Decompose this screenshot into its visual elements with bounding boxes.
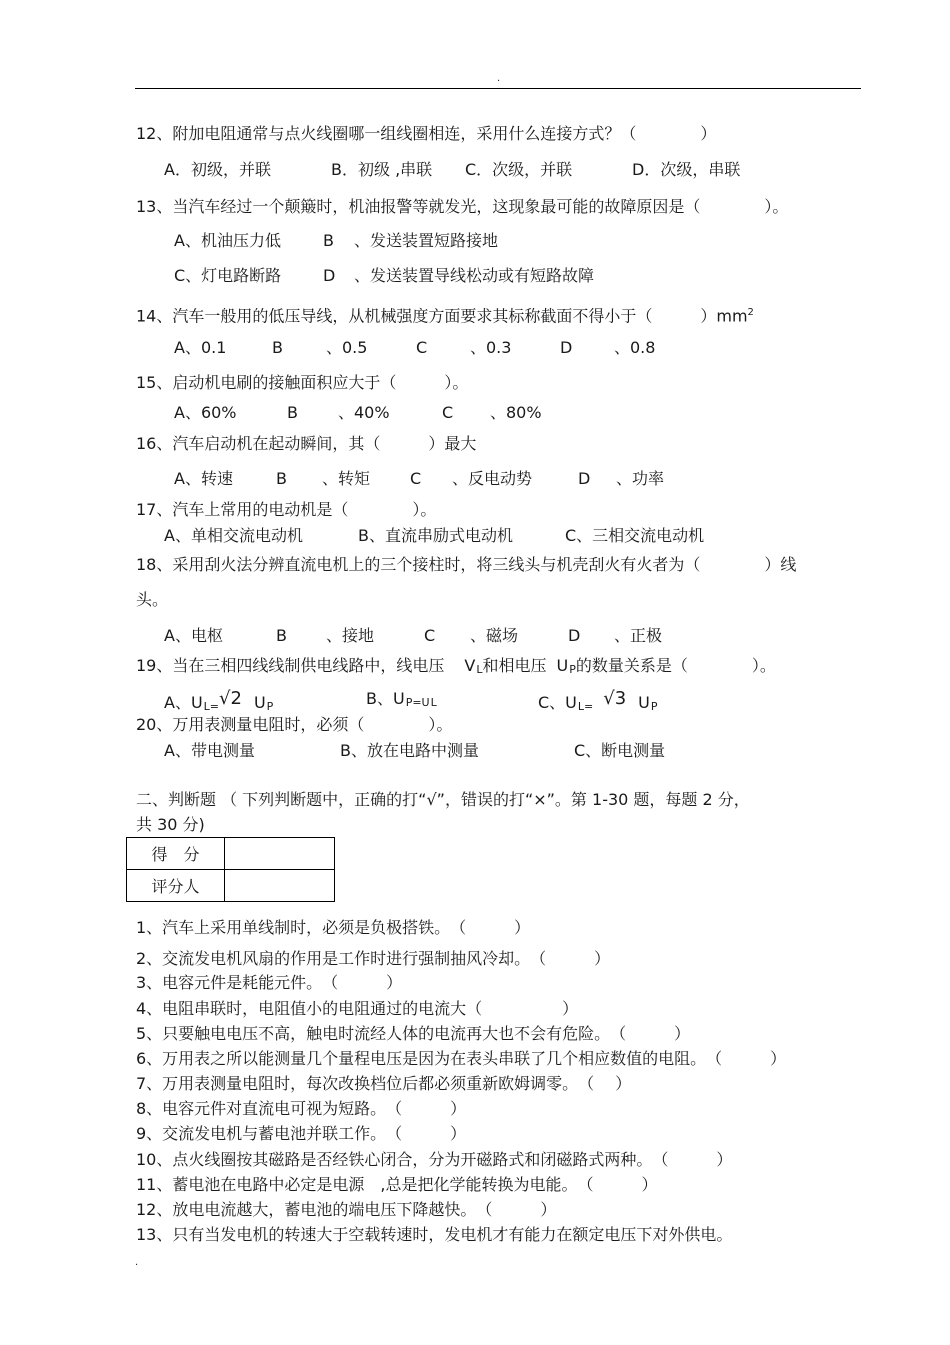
- question-15: 15、启动机电刷的接触面积应大于（ ）。: [136, 373, 469, 392]
- header-rule: [135, 88, 861, 89]
- q16-option-c-text: 、反电动势: [452, 469, 533, 488]
- q13-option-b-text: 、发送装置短路接地: [354, 231, 499, 250]
- q12-option-a: A．初级，并联: [164, 160, 271, 179]
- q13-option-d-text: 、发送装置导线松动或有短路故障: [354, 266, 595, 285]
- tf-question-10: 10、点火线圈按其磁路是否经铁心闭合，分为开磁路式和闭磁路式两种。 （ ）: [136, 1150, 733, 1169]
- q14-option-b-text: 、0.5: [326, 338, 368, 357]
- q16-option-d-text: 、功率: [616, 469, 665, 488]
- q14-option-c-letter: C: [416, 338, 428, 357]
- tf-question-1: 1、汽车上采用单线制时，必须是负极搭铁。 （ ）: [136, 918, 531, 937]
- header-dot: .: [497, 73, 501, 84]
- q14-option-d-letter: D: [560, 338, 573, 357]
- question-14: 14、汽车一般用的低压导线，从机械强度方面要求其标称截面不得小于（ ）$mm^2$: [136, 306, 754, 326]
- q20-option-c: C、断电测量: [574, 741, 666, 760]
- tf-question-2: 2、交流发电机风扇的作用是工作时进行强制抽风冷却。 （ ）: [136, 949, 611, 968]
- tf-question-6: 6、万用表之所以能测量几个量程电压是因为在表头串联了几个相应数值的电阻。 （ ）: [136, 1049, 787, 1068]
- tf-question-13: 13、只有当发电机的转速大于空载转速时，发电机才有能力在额定电压下对外供电。: [136, 1225, 733, 1244]
- q20-option-b: B、放在电路中测量: [340, 741, 479, 760]
- q13-option-b-letter: B: [323, 231, 334, 250]
- q16-option-b-letter: B: [276, 469, 287, 488]
- footer-dot: .: [135, 1257, 139, 1268]
- tf-question-5: 5、只要触电电压不高，触电时流经人体的电流再大也不会有危险。 （ ）: [136, 1024, 691, 1043]
- tf-question-9: 9、交流发电机与蓄电池并联工作。 （ ）: [136, 1124, 467, 1143]
- q15-option-c-letter: C: [442, 403, 454, 422]
- tf-question-3: 3、电容元件是耗能元件。 （ ）: [136, 973, 403, 992]
- tf-question-8: 8、电容元件对直流电可视为短路。 （ ）: [136, 1099, 467, 1118]
- q14-option-b-letter: B: [272, 338, 283, 357]
- q17-option-c: C、三相交流电动机: [565, 526, 705, 545]
- q14-superscript: 2: [747, 307, 754, 318]
- tf-question-7: 7、万用表测量电阻时，每次改换档位后都必须重新欧姆调零。 （ ）: [136, 1074, 632, 1093]
- score-label: 得 分: [127, 838, 225, 870]
- q18-option-d-letter: D: [568, 626, 581, 645]
- q19-option-b: B、UP=UL: [366, 689, 437, 709]
- q16-option-d-letter: D: [578, 469, 591, 488]
- q13-option-d-letter: D: [323, 266, 336, 285]
- q12-option-b: B．初级 ,串联: [331, 160, 433, 179]
- tf-question-4: 4、电阻串联时，电阻值小的电阻通过的电流大（ ）: [136, 999, 579, 1018]
- tf-question-11: 11、蓄电池在电路中必定是电源 ,总是把化学能转换为电能。 （ ）: [136, 1175, 658, 1194]
- section-2-title-cont: 共 30 分): [136, 815, 205, 834]
- q20-option-a: A、带电测量: [164, 741, 255, 760]
- q17-option-a: A、单相交流电动机: [164, 526, 303, 545]
- question-19: 19、当在三相四线线制供电线路中，线电压 VL和相电压 UP的数量关系是（ ）。: [136, 656, 776, 676]
- q18-option-d-text: 、正极: [614, 626, 663, 645]
- q13-option-c: C、灯电路断路: [174, 266, 282, 285]
- grader-label: 评分人: [127, 870, 225, 902]
- q18-option-b-text: 、接地: [326, 626, 375, 645]
- q15-option-b-text: 、40%: [338, 403, 390, 422]
- question-18-cont: 头。: [136, 590, 169, 609]
- sqrt3-symbol: √3: [603, 688, 627, 709]
- q17-option-b: B、直流串励式电动机: [358, 526, 513, 545]
- sqrt2-symbol: √2: [219, 688, 242, 709]
- q16-option-c-letter: C: [410, 469, 422, 488]
- q18-option-c-text: 、磁场: [470, 626, 519, 645]
- question-13: 13、当汽车经过一个颠簸时，机油报警等就发光，这现象最可能的故障原因是（ ）。: [136, 197, 789, 216]
- q18-option-c-letter: C: [424, 626, 436, 645]
- q19-option-c: C、UL= √3 UP: [538, 688, 658, 713]
- q18-option-a: A、电枢: [164, 626, 223, 645]
- q15-option-b-letter: B: [287, 403, 298, 422]
- score-table: [126, 837, 335, 902]
- q15-option-a: A、60%: [174, 403, 237, 422]
- q16-option-a: A、转速: [174, 469, 233, 488]
- score-value-cell[interactable]: [225, 838, 335, 870]
- grader-value-cell[interactable]: [225, 870, 335, 902]
- q14-option-c-text: 、0.3: [470, 338, 512, 357]
- q12-option-d: D．次级，串联: [632, 160, 741, 179]
- q12-option-c: C．次级，并联: [465, 160, 573, 179]
- tf-question-12: 12、放电电流越大，蓄电池的端电压下降越快。 （ ）: [136, 1200, 557, 1219]
- q14-option-d-text: 、0.8: [614, 338, 656, 357]
- q19-option-a: A、UL=√2 UP: [164, 688, 274, 713]
- question-20: 20、万用表测量电阻时，必须（ ）。: [136, 715, 453, 734]
- question-17: 17、汽车上常用的电动机是（ ）。: [136, 500, 437, 519]
- question-12: 12、附加电阻通常与点火线圈哪一组线圈相连，采用什么连接方式？（ ）: [136, 124, 717, 143]
- q14-option-a: A、0.1: [174, 338, 227, 357]
- q15-option-c-text: 、80%: [490, 403, 542, 422]
- q13-option-a: A、机油压力低: [174, 231, 281, 250]
- section-2-title: 二、判断题 （ 下列判断题中，正确的打“√”，错误的打“×”。第 1-30 题，每题 2 分，: [136, 790, 750, 809]
- question-16: 16、汽车启动机在起动瞬间，其（ ）最大: [136, 434, 477, 453]
- q16-option-b-text: 、转矩: [322, 469, 371, 488]
- q18-option-b-letter: B: [276, 626, 287, 645]
- question-18: 18、采用刮火法分辨直流电机上的三个接柱时，将三线头与机壳刮火有火者为（ ）线: [136, 555, 797, 574]
